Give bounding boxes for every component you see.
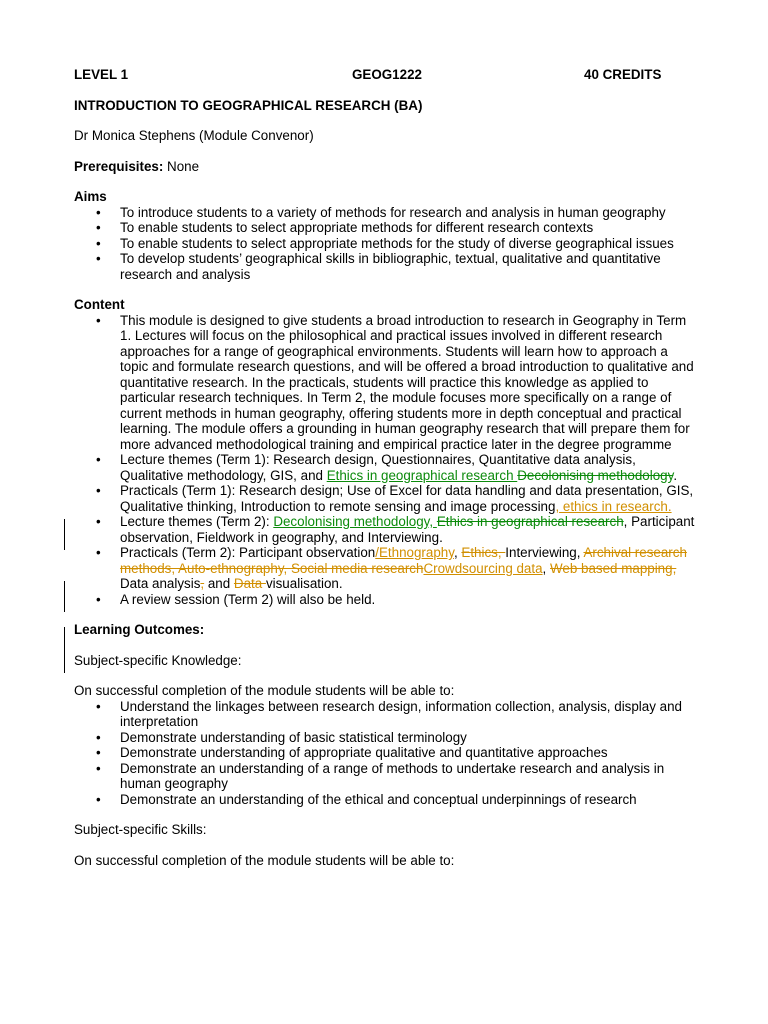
content-heading: Content bbox=[74, 297, 125, 312]
change-bar bbox=[64, 627, 65, 673]
tracked-deletion: Decolonising methodology bbox=[517, 467, 674, 483]
tracked-insertion: Decolonising methodology, bbox=[273, 514, 437, 529]
practicals-term1: • Practicals (Term 1): Research design; Use of Excel for data handling and data presentation, GIS, Qualitative thinking, Introduction to remote sensing and image processing, ethics in research. bbox=[74, 483, 696, 514]
prerequisites-value: None bbox=[163, 158, 200, 174]
tracked-deletion: Web based mapping, bbox=[550, 560, 677, 576]
tracked-insertion: Crowdsourcing data bbox=[423, 560, 543, 576]
review-session: • A review session (Term 2) will also be held. bbox=[74, 592, 696, 608]
tracked-deletion: , bbox=[200, 576, 205, 591]
credits: 40 CREDITS bbox=[584, 67, 662, 82]
knowledge-list bbox=[74, 699, 696, 808]
change-bar bbox=[64, 581, 65, 612]
practicals-term2: • Practicals (Term 2): Participant observation/Ethnography, Ethics, Interviewing, Archival research methods, Auto-ethnography, Social media researchCrowdsourcing data, Web based mapping, Data analysis, and Data visualisation. bbox=[74, 545, 696, 592]
completion-text: On successful completion of the module students will be able to: bbox=[74, 683, 455, 698]
module-code: GEOG1222 bbox=[352, 67, 422, 82]
change-bar bbox=[64, 519, 65, 550]
list-item: • Demonstrate an understanding of the ethical and conceptual underpinnings of research bbox=[74, 792, 696, 808]
content-intro: • This module is designed to give students a broad introduction to research in Geography in Term 1. Lectures will focus on the philosophical and practical issues involved in different research approaches for a range of geographical environments. Students will learn how to approach a topic and formulate research questions, and will be offered a broad introduction to qualitative and quantitative research. In the practicals, students will practice this knowledge as applied to particular research techniques. In Term 2, the module focuses more specifically on a range of current methods in human geography, offering students more in depth conceptual and practical learning. The module offers a grounding in human geography research that will prepare them for more advanced methodological training and empirical practice later in the degree programme bbox=[74, 313, 696, 453]
tracked-insertion: , ethics in research. bbox=[555, 498, 672, 514]
module-title: INTRODUCTION TO GEOGRAPHICAL RESEARCH (BA) bbox=[74, 97, 423, 113]
list-item: • To enable students to select appropriate methods for different research contexts bbox=[74, 220, 696, 236]
tracked-deletion: Data bbox=[233, 576, 266, 591]
convenor: Dr Monica Stephens (Module Convenor) bbox=[74, 128, 314, 143]
list-item: • To enable students to select appropriate methods for the study of diverse geographical issues bbox=[74, 236, 696, 252]
tracked-deletion: Archival research methods, Auto-ethnography, Social media research bbox=[120, 545, 687, 576]
list-item: • Understand the linkages between research design, information collection, analysis, display and interpretation bbox=[74, 699, 696, 730]
aims-list bbox=[74, 205, 696, 283]
prerequisites-label: Prerequisites: bbox=[74, 158, 164, 174]
tracked-deletion: Ethics in geographical research bbox=[436, 514, 624, 529]
lecture-themes-term1: • Lecture themes (Term 1): Research design, Questionnaires, Quantitative data analysis, Qualitative methodology, GIS, and Ethics in geographical research Decolonising methodology. bbox=[74, 452, 696, 483]
level: LEVEL 1 bbox=[74, 67, 129, 82]
tracked-deletion: Ethics, bbox=[461, 545, 506, 560]
skills-heading: Subject-specific Skills: bbox=[74, 822, 207, 837]
list-item: • To introduce students to a variety of methods for research and analysis in human geography bbox=[74, 205, 696, 221]
knowledge-heading: Subject-specific Knowledge: bbox=[74, 652, 242, 668]
tracked-insertion: /Ethnography bbox=[375, 545, 454, 560]
prerequisites bbox=[74, 159, 696, 175]
lecture-themes-term2: • Lecture themes (Term 2): Decolonising methodology, Ethics in geographical research, Participant observation, Fieldwork in geography, and Interviewing. bbox=[74, 514, 696, 545]
list-item: • To develop students’ geographical skills in bibliographic, textual, qualitative and quantitative research and analysis bbox=[74, 251, 696, 282]
learning-outcomes-heading: Learning Outcomes: bbox=[74, 622, 205, 637]
module-header bbox=[74, 67, 696, 83]
completion-text: On successful completion of the module students will be able to: bbox=[74, 852, 455, 868]
list-item: • Demonstrate understanding of basic statistical terminology bbox=[74, 730, 696, 746]
document-page bbox=[74, 67, 696, 868]
list-item: • Demonstrate understanding of appropriate qualitative and quantitative approaches bbox=[74, 745, 696, 761]
content-list bbox=[74, 313, 696, 608]
tracked-insertion: Ethics in geographical research bbox=[326, 467, 518, 483]
list-item: • Demonstrate an understanding of a range of methods to undertake research and analysis in human geography bbox=[74, 761, 696, 792]
aims-heading: Aims bbox=[74, 189, 107, 204]
